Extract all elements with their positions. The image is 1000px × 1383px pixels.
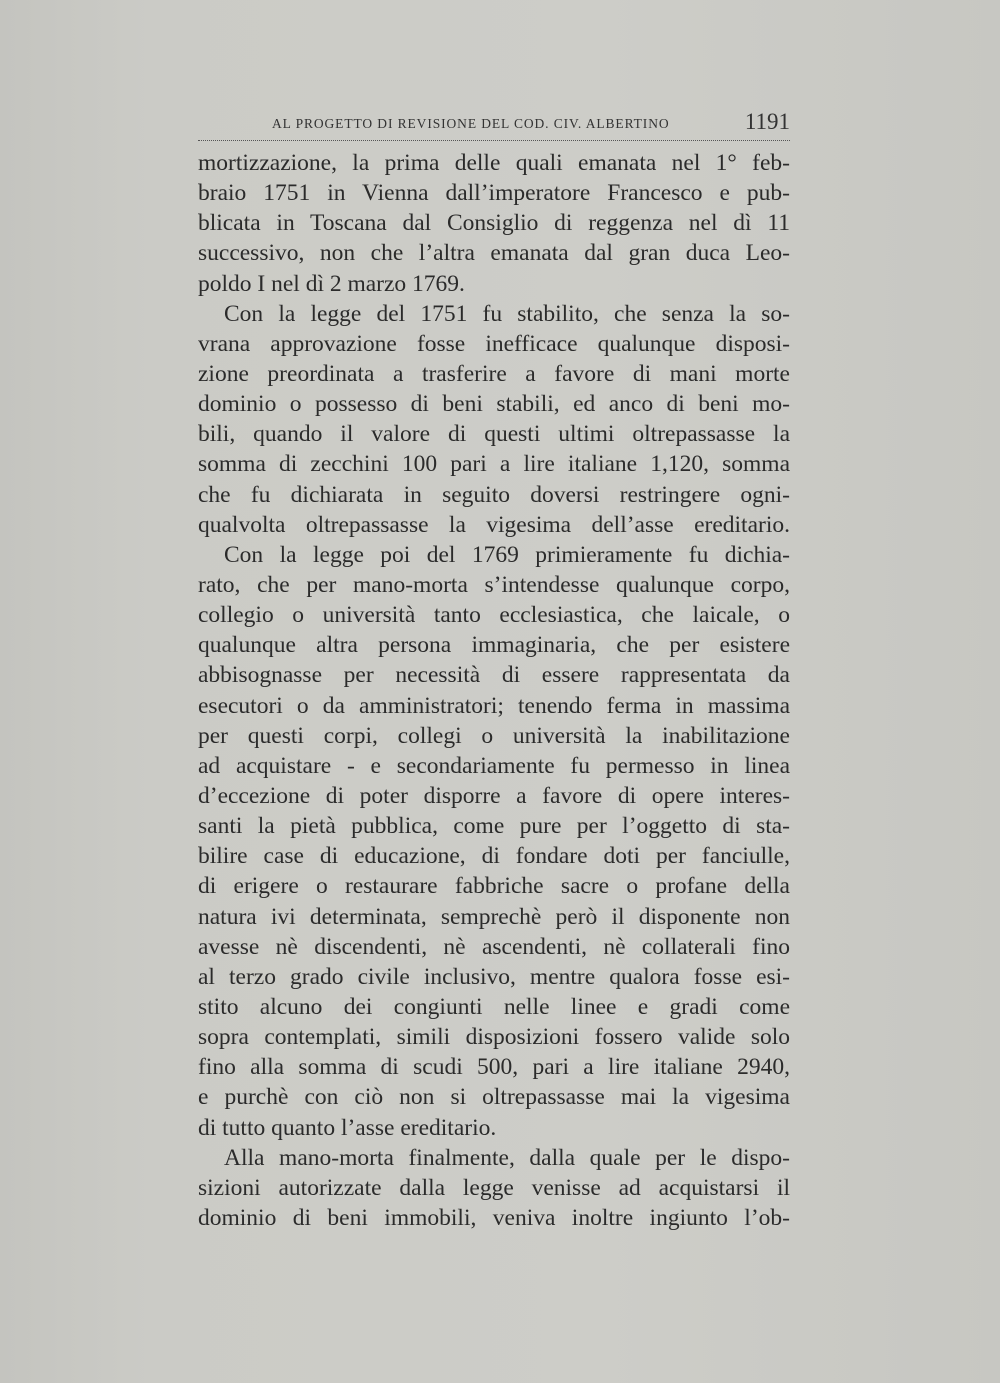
text-line: qualvolta oltrepassasse la vigesima dell’asse ereditario. <box>198 511 790 538</box>
text-line: poldo I nel dì 2 marzo 1769. <box>198 270 465 297</box>
text-line: d’eccezione di poter disporre a favore di opere interes- <box>198 782 790 809</box>
body-text <box>198 148 790 1233</box>
text-line: qualunque altra persona immaginaria, che per esistere <box>198 632 790 659</box>
text-line: successivo, non che l’altra emanata dal gran duca Leo- <box>198 240 790 267</box>
text-line: santi la pietà pubblica, come pure per l’oggetto di sta- <box>198 813 790 840</box>
text-line: sizioni autorizzate dalla legge venisse ad acquistarsi il <box>198 1174 790 1201</box>
text-line: dominio o possesso di beni stabili, ed anco di beni mo- <box>198 391 790 418</box>
text-line: stito alcuno dei congiunti nelle linee e gradi come <box>198 993 790 1020</box>
text-line: bili, quando il valore di questi ultimi oltrepassasse la <box>198 421 790 448</box>
page-number: 1191 <box>744 109 790 134</box>
page-header <box>198 108 790 141</box>
text-line: che fu dichiarata in seguito doversi restringere ogni- <box>198 481 790 508</box>
text-line: esecutori o da amministratori; tenendo ferma in massima <box>198 692 790 719</box>
text-line: avesse nè discendenti, nè ascendenti, nè collaterali fino <box>198 933 790 960</box>
text-line: di erigere o restaurare fabbriche sacre o profane della <box>198 873 790 900</box>
text-line: fino alla somma di scudi 500, pari a lire italiane 2940, <box>198 1054 790 1081</box>
text-line: di tutto quanto l’asse ereditario. <box>198 1114 497 1141</box>
text-line: rato, che per mano-morta s’intendesse qualunque corpo, <box>198 571 790 598</box>
text-line: per questi corpi, collegi o università la inabilitazione <box>198 722 790 749</box>
paragraph-first-line: Alla mano-morta finalmente, dalla quale per le dispo- <box>224 1144 790 1171</box>
text-line: e purchè con ciò non si oltrepassasse mai la vigesima <box>198 1084 790 1111</box>
paragraph-first-line: Con la legge del 1751 fu stabilito, che senza la so- <box>224 300 790 327</box>
running-title: AL PROGETTO DI REVISIONE DEL COD. CIV. ALBERTINO <box>272 116 670 131</box>
text-line: abbisognasse per necessità di essere rappresentata da <box>198 662 790 689</box>
text-line: sopra contemplati, simili disposizioni fossero valide solo <box>198 1024 790 1051</box>
text-line: braio 1751 in Vienna dall’imperatore Francesco e pub- <box>198 180 790 207</box>
text-line: vrana approvazione fosse inefficace qualunque disposi- <box>198 330 790 357</box>
text-line: bilire case di educazione, di fondare doti per fanciulle, <box>198 843 790 870</box>
text-line: collegio o università tanto ecclesiastica, che laicale, o <box>198 602 790 629</box>
text-line: zione preordinata a trasferire a favore di mani morte <box>198 360 790 387</box>
text-line: dominio di beni immobili, veniva inoltre ingiunto l’ob- <box>198 1204 790 1231</box>
text-line: blicata in Toscana dal Consiglio di reggenza nel dì 11 <box>198 210 790 237</box>
text-line: al terzo grado civile inclusivo, mentre qualora fosse esi- <box>198 963 790 990</box>
text-line: ad acquistare - e secondariamente fu permesso in linea <box>198 752 790 779</box>
text-line: mortizzazione, la prima delle quali emanata nel 1° feb- <box>198 150 790 176</box>
text-line: somma di zecchini 100 pari a lire italiane 1,120, somma <box>198 451 790 478</box>
paragraph-first-line: Con la legge poi del 1769 primieramente fu dichia- <box>224 541 790 568</box>
text-line: natura ivi determinata, semprechè però il disponente non <box>198 903 790 930</box>
